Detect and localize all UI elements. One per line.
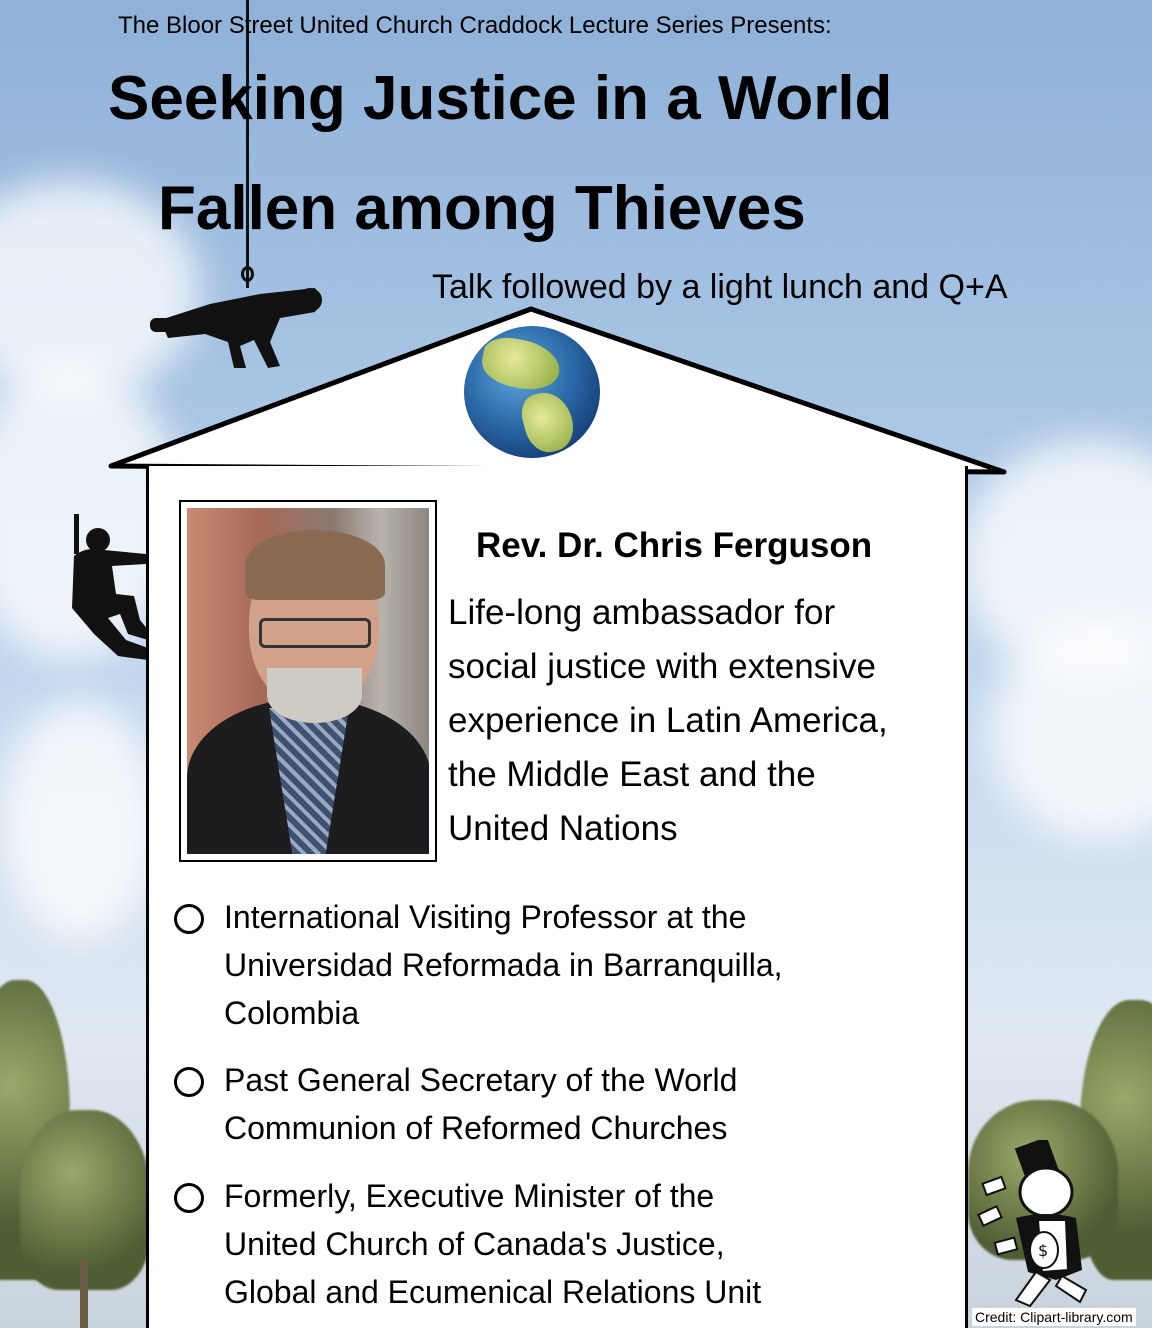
credential-line: United Church of Canada's Justice, bbox=[224, 1226, 725, 1262]
credential-text bbox=[224, 893, 783, 1037]
credential-line: Past General Secretary of the World bbox=[224, 1062, 738, 1098]
svg-text:$: $ bbox=[1038, 1241, 1049, 1260]
subtitle: Talk followed by a light lunch and Q+A bbox=[432, 268, 1008, 306]
credential-line: Global and Ecumenical Relations Unit bbox=[224, 1274, 762, 1310]
rope bbox=[246, 0, 249, 288]
circle-bullet-icon bbox=[174, 1067, 204, 1097]
credential-item bbox=[174, 893, 783, 1037]
circle-bullet-icon bbox=[174, 1183, 204, 1213]
credential-item bbox=[174, 1056, 737, 1152]
credential-item bbox=[174, 1172, 761, 1316]
speaker-name: Rev. Dr. Chris Ferguson bbox=[476, 526, 873, 565]
credential-line: Colombia bbox=[224, 995, 360, 1031]
bio-line: Life-long ambassador for bbox=[448, 593, 836, 632]
credential-line: Communion of Reformed Churches bbox=[224, 1110, 728, 1146]
speaker-photo-frame bbox=[179, 500, 437, 862]
title-line-1: Seeking Justice in a World bbox=[108, 64, 893, 133]
speaker-photo bbox=[187, 508, 429, 854]
photo-beard bbox=[267, 668, 362, 723]
monopoly-man-with-money-icon bbox=[976, 1140, 1126, 1310]
bio-line: experience in Latin America, bbox=[448, 701, 888, 740]
image-credit: Credit: Clipart-library.com bbox=[972, 1308, 1136, 1326]
cloud bbox=[0, 700, 160, 940]
south-america-shape bbox=[517, 387, 579, 457]
credential-line: Universidad Reformada in Barranquilla, bbox=[224, 947, 783, 983]
bio-line: social justice with extensive bbox=[448, 647, 876, 686]
credential-line: International Visiting Professor at the bbox=[224, 899, 747, 935]
globe-icon bbox=[464, 326, 600, 458]
bio-line: the Middle East and the bbox=[448, 755, 816, 794]
thief-climbing-icon bbox=[68, 510, 150, 670]
credential-text bbox=[224, 1056, 737, 1152]
credential-text bbox=[224, 1172, 761, 1316]
circle-bullet-icon bbox=[174, 904, 204, 934]
title-line-2: Fallen among Thieves bbox=[158, 174, 806, 243]
hook-icon bbox=[241, 266, 254, 282]
speaker-bio bbox=[448, 586, 968, 856]
north-america-shape bbox=[478, 334, 563, 395]
photo-glasses bbox=[259, 618, 371, 648]
tree-trunk bbox=[80, 1260, 88, 1328]
photo-hair bbox=[245, 530, 385, 600]
bio-line: United Nations bbox=[448, 809, 678, 848]
series-line: The Bloor Street United Church Craddock Lecture Series Presents: bbox=[118, 12, 832, 39]
credential-line: Formerly, Executive Minister of the bbox=[224, 1178, 715, 1214]
